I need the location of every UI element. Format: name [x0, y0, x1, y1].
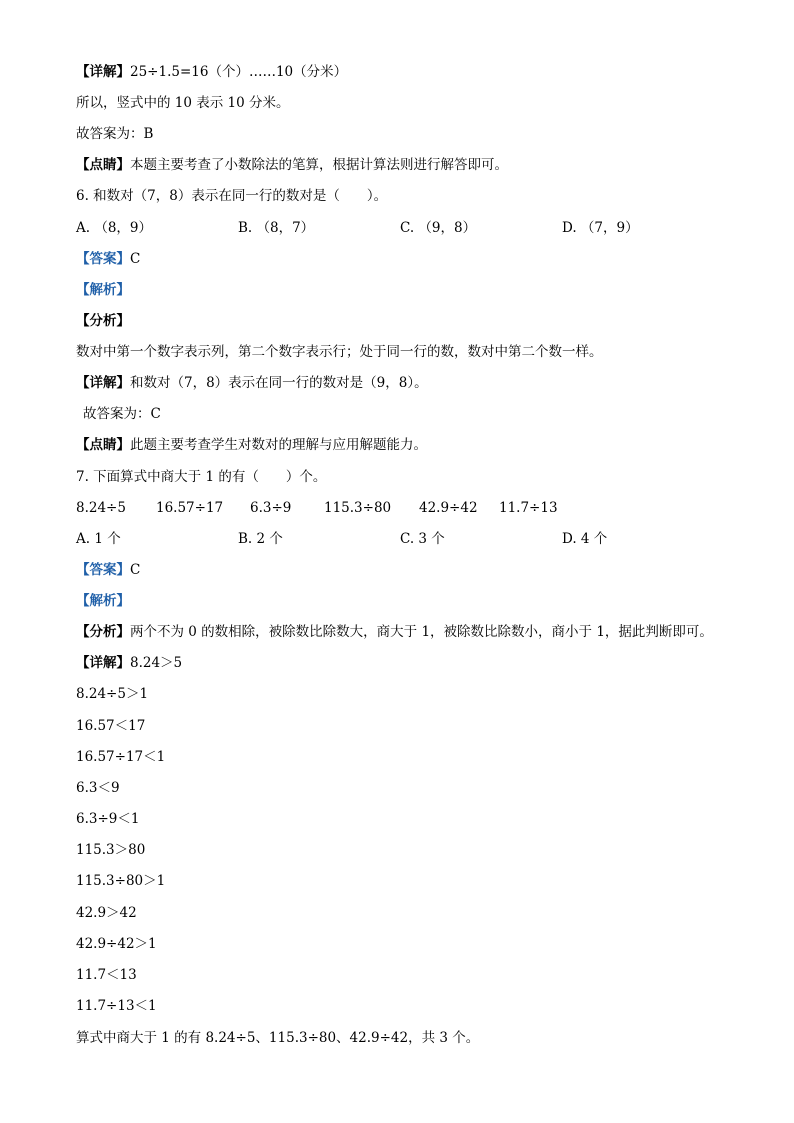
q6-option-d: D. （7，9） — [562, 220, 639, 236]
q5-comment-text: 本题主要考查了小数除法的笔算，根据计算法则进行解答即可。 — [130, 157, 508, 173]
q6-comment-text: 此题主要考查学生对数对的理解与应用解题能力。 — [130, 437, 427, 453]
q5-so-line: 所以，竖式中的 10 表示 10 分米。 — [76, 95, 290, 111]
q7-fenxi-tag: 【分析】 — [76, 624, 130, 640]
q7-answer-tag: 【答案】 — [76, 562, 130, 578]
q7-step: 115.3＞80 — [76, 842, 146, 858]
q7-expression: 16.57÷17 — [156, 500, 224, 516]
q6-option-c: C. （9，8） — [400, 220, 477, 236]
q7-option-b: B. 2 个 — [238, 531, 283, 547]
q7-expression: 42.9÷42 — [419, 500, 478, 516]
q5-detail-line — [76, 62, 347, 82]
q7-detail-line — [76, 653, 182, 673]
q6-detail-text: 和数对（7，8）表示在同一行的数对是（9，8）。 — [130, 375, 428, 391]
q7-fenxi-line — [76, 622, 713, 642]
q7-detail-tag: 【详解】 — [76, 655, 130, 671]
q6-final-answer: 故答案为：C — [83, 406, 161, 422]
q6-analysis-tag: 【解析】 — [76, 282, 130, 298]
q7-step: 11.7÷13＜1 — [76, 998, 157, 1014]
q6-answer-tag: 【答案】 — [76, 251, 130, 267]
q5-comment-line — [76, 155, 508, 175]
q7-option-c: C. 3 个 — [400, 531, 445, 547]
q5-detail-text: 25÷1.5=16（个）……10（分米） — [130, 64, 348, 80]
q7-expression: 115.3÷80 — [324, 500, 392, 516]
q6-option-a: A. （8，9） — [76, 220, 153, 236]
q6-analysis-line — [76, 280, 130, 300]
q5-detail-tag: 【详解】 — [76, 64, 130, 80]
q7-step: 6.3＜9 — [76, 780, 120, 796]
q7-step: 6.3÷9＜1 — [76, 811, 140, 827]
q7-conclusion: 算式中商大于 1 的有 8.24÷5、115.3÷80、42.9÷42，共 3 个。 — [76, 1030, 480, 1046]
q7-step: 16.57＜17 — [76, 718, 146, 734]
q6-answer-value: C — [130, 251, 141, 267]
q7-step: 11.7＜13 — [76, 967, 137, 983]
q6-detail-line — [76, 373, 428, 393]
q7-step: 42.9÷42＞1 — [76, 936, 157, 952]
q6-fenxi-tag-line — [76, 311, 130, 331]
q6-answer-line — [76, 249, 140, 269]
q5-comment-tag: 【点睛】 — [76, 157, 130, 173]
q7-expression: 8.24÷5 — [76, 500, 126, 516]
q7-analysis-line — [76, 591, 130, 611]
q7-step: 8.24÷5＞1 — [76, 686, 149, 702]
q6-detail-tag: 【详解】 — [76, 375, 130, 391]
q7-stem: 7. 下面算式中商大于 1 的有（ ）个。 — [76, 469, 327, 485]
q6-fenxi-tag: 【分析】 — [76, 313, 130, 329]
q6-stem: 6. 和数对（7，8）表示在同一行的数对是（ ）。 — [76, 188, 388, 204]
q6-comment-line — [76, 435, 427, 455]
q7-step: 16.57÷17＜1 — [76, 749, 166, 765]
q7-step: 42.9＞42 — [76, 905, 137, 921]
q7-option-a: A. 1 个 — [76, 531, 121, 547]
q6-fenxi-text: 数对中第一个数字表示列，第二个数字表示行；处于同一行的数，数对中第二个数一样。 — [76, 344, 603, 360]
q7-option-d: D. 4 个 — [562, 531, 608, 547]
q7-fenxi-text: 两个不为 0 的数相除，被除数比除数大，商大于 1，被除数比除数小，商小于 1，据此判断即可。 — [130, 624, 713, 640]
q5-answer-line: 故答案为：B — [76, 126, 154, 142]
q7-expression: 11.7÷13 — [499, 500, 558, 516]
q6-option-b: B. （8，7） — [238, 220, 315, 236]
q7-expression: 6.3÷9 — [250, 500, 292, 516]
q7-step: 115.3÷80＞1 — [76, 873, 166, 889]
q7-analysis-tag: 【解析】 — [76, 593, 130, 609]
q6-comment-tag: 【点睛】 — [76, 437, 130, 453]
q7-answer-line — [76, 560, 140, 580]
q7-detail-first: 8.24＞5 — [130, 655, 183, 671]
q7-answer-value: C — [130, 562, 141, 578]
